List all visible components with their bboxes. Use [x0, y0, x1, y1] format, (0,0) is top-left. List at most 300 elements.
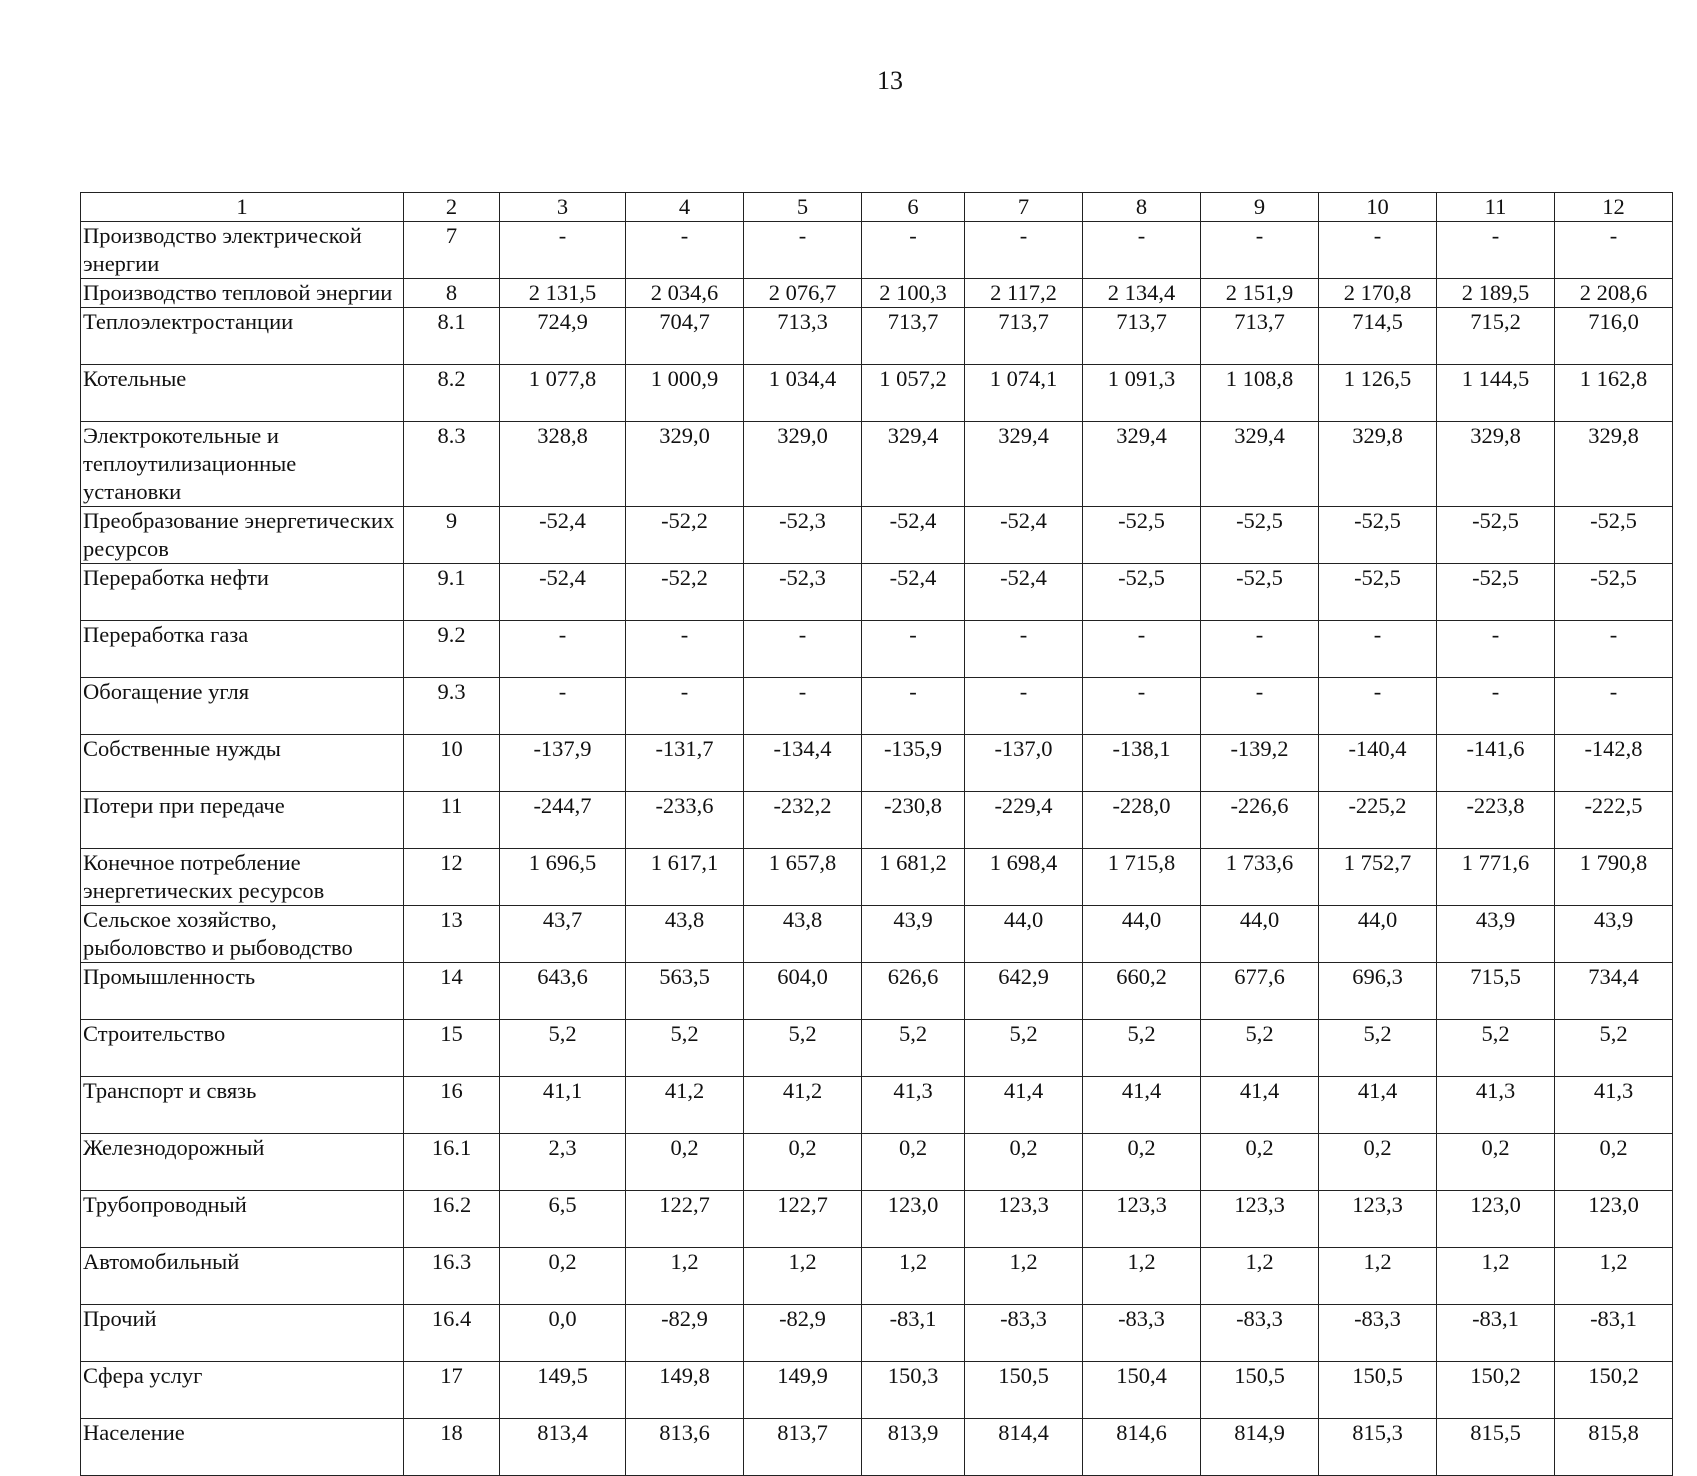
row-code: 12 [404, 849, 500, 906]
value-cell: 1 771,6 [1437, 849, 1555, 906]
value-cell: 5,2 [1201, 1020, 1319, 1077]
value-cell: - [1437, 222, 1555, 279]
value-cell: 2 076,7 [744, 279, 862, 308]
value-cell: -52,4 [500, 507, 626, 564]
value-cell: - [1319, 621, 1437, 678]
value-cell: 41,2 [744, 1077, 862, 1134]
value-cell: 41,1 [500, 1077, 626, 1134]
row-name: Потери при передаче [81, 792, 404, 849]
value-cell: 660,2 [1083, 963, 1201, 1020]
value-cell: 5,2 [626, 1020, 744, 1077]
value-cell: 814,9 [1201, 1419, 1319, 1476]
row-code: 16.2 [404, 1191, 500, 1248]
value-cell: 150,5 [1319, 1362, 1437, 1419]
row-code: 9.3 [404, 678, 500, 735]
value-cell: 1 752,7 [1319, 849, 1437, 906]
row-name: Сфера услуг [81, 1362, 404, 1419]
value-cell: 1 144,5 [1437, 365, 1555, 422]
value-cell: 5,2 [965, 1020, 1083, 1077]
value-cell: -139,2 [1201, 735, 1319, 792]
row-name: Население [81, 1419, 404, 1476]
table-row [81, 1305, 1673, 1362]
value-cell: -52,5 [1437, 507, 1555, 564]
value-cell: 1 091,3 [1083, 365, 1201, 422]
row-code: 8.3 [404, 422, 500, 507]
table-row [81, 678, 1673, 735]
value-cell: -134,4 [744, 735, 862, 792]
value-cell: 5,2 [862, 1020, 965, 1077]
value-cell: -232,2 [744, 792, 862, 849]
value-cell: - [1201, 678, 1319, 735]
row-name: Прочий [81, 1305, 404, 1362]
value-cell: 329,4 [965, 422, 1083, 507]
value-cell: 6,5 [500, 1191, 626, 1248]
value-cell: 1 715,8 [1083, 849, 1201, 906]
row-code: 11 [404, 792, 500, 849]
column-number: 12 [1555, 193, 1673, 222]
value-cell: 41,4 [1319, 1077, 1437, 1134]
value-cell: 1,2 [1437, 1248, 1555, 1305]
table-row [81, 222, 1673, 279]
table-row [81, 1134, 1673, 1191]
value-cell: 1,2 [1201, 1248, 1319, 1305]
row-code: 17 [404, 1362, 500, 1419]
row-name: Переработка газа [81, 621, 404, 678]
value-cell: 150,2 [1437, 1362, 1555, 1419]
value-cell: 150,4 [1083, 1362, 1201, 1419]
value-cell: -52,4 [965, 507, 1083, 564]
row-code: 16.1 [404, 1134, 500, 1191]
value-cell: 123,0 [1555, 1191, 1673, 1248]
value-cell: 41,3 [1437, 1077, 1555, 1134]
value-cell: -52,4 [862, 507, 965, 564]
table-row [81, 621, 1673, 678]
table-row [81, 1362, 1673, 1419]
value-cell: 328,8 [500, 422, 626, 507]
value-cell: 643,6 [500, 963, 626, 1020]
row-name: Производство тепловой энергии [81, 279, 404, 308]
value-cell: 2 189,5 [1437, 279, 1555, 308]
value-cell: 2 100,3 [862, 279, 965, 308]
value-cell: 43,9 [1437, 906, 1555, 963]
value-cell: 0,2 [1083, 1134, 1201, 1191]
value-cell: 1 034,4 [744, 365, 862, 422]
value-cell: 1 000,9 [626, 365, 744, 422]
value-cell: - [1555, 621, 1673, 678]
column-number: 10 [1319, 193, 1437, 222]
value-cell: 5,2 [1083, 1020, 1201, 1077]
value-cell: - [862, 621, 965, 678]
value-cell: -83,1 [862, 1305, 965, 1362]
value-cell: 677,6 [1201, 963, 1319, 1020]
value-cell: 0,2 [1319, 1134, 1437, 1191]
value-cell: 2 117,2 [965, 279, 1083, 308]
value-cell: - [965, 621, 1083, 678]
row-code: 7 [404, 222, 500, 279]
value-cell: 1 698,4 [965, 849, 1083, 906]
column-number: 8 [1083, 193, 1201, 222]
value-cell: 1 681,2 [862, 849, 965, 906]
value-cell: -140,4 [1319, 735, 1437, 792]
row-code: 9.2 [404, 621, 500, 678]
value-cell: - [1083, 678, 1201, 735]
value-cell: 813,6 [626, 1419, 744, 1476]
value-cell: 329,4 [1083, 422, 1201, 507]
value-cell: 0,2 [744, 1134, 862, 1191]
value-cell: -82,9 [626, 1305, 744, 1362]
value-cell: 0,2 [626, 1134, 744, 1191]
value-cell: 123,0 [862, 1191, 965, 1248]
value-cell: 2 134,4 [1083, 279, 1201, 308]
value-cell: -52,4 [500, 564, 626, 621]
value-cell: 704,7 [626, 308, 744, 365]
value-cell: 1,2 [744, 1248, 862, 1305]
value-cell: 150,5 [965, 1362, 1083, 1419]
value-cell: 150,5 [1201, 1362, 1319, 1419]
value-cell: 5,2 [744, 1020, 862, 1077]
value-cell: 1 162,8 [1555, 365, 1673, 422]
value-cell: 713,7 [862, 308, 965, 365]
value-cell: 715,2 [1437, 308, 1555, 365]
value-cell: -52,5 [1555, 564, 1673, 621]
value-cell: 2 151,9 [1201, 279, 1319, 308]
value-cell: 1 074,1 [965, 365, 1083, 422]
value-cell: 1 077,8 [500, 365, 626, 422]
value-cell: - [965, 222, 1083, 279]
value-cell: -82,9 [744, 1305, 862, 1362]
table-row [81, 422, 1673, 507]
column-number: 2 [404, 193, 500, 222]
value-cell: - [500, 678, 626, 735]
value-cell: 150,2 [1555, 1362, 1673, 1419]
value-cell: -52,5 [1555, 507, 1673, 564]
column-number: 11 [1437, 193, 1555, 222]
value-cell: -52,3 [744, 507, 862, 564]
value-cell: 122,7 [744, 1191, 862, 1248]
value-cell: 123,3 [965, 1191, 1083, 1248]
value-cell: - [1083, 621, 1201, 678]
value-cell: 813,4 [500, 1419, 626, 1476]
value-cell: -135,9 [862, 735, 965, 792]
value-cell: 122,7 [626, 1191, 744, 1248]
value-cell: 123,3 [1201, 1191, 1319, 1248]
row-name: Производство электрической энергии [81, 222, 404, 279]
column-number: 7 [965, 193, 1083, 222]
value-cell: 43,9 [862, 906, 965, 963]
value-cell: 5,2 [1437, 1020, 1555, 1077]
table-row [81, 1077, 1673, 1134]
value-cell: 44,0 [1201, 906, 1319, 963]
row-code: 18 [404, 1419, 500, 1476]
value-cell: -52,3 [744, 564, 862, 621]
value-cell: -83,1 [1437, 1305, 1555, 1362]
value-cell: - [500, 621, 626, 678]
value-cell: -137,0 [965, 735, 1083, 792]
value-cell: - [744, 678, 862, 735]
energy-balance-table [80, 192, 1673, 1476]
value-cell: 329,4 [1201, 422, 1319, 507]
column-number: 1 [81, 193, 404, 222]
value-cell: 44,0 [965, 906, 1083, 963]
row-code: 8.2 [404, 365, 500, 422]
value-cell: -83,1 [1555, 1305, 1673, 1362]
value-cell: -52,5 [1083, 507, 1201, 564]
row-name: Котельные [81, 365, 404, 422]
value-cell: 1 657,8 [744, 849, 862, 906]
value-cell: -137,9 [500, 735, 626, 792]
value-cell: 2 034,6 [626, 279, 744, 308]
value-cell: - [744, 222, 862, 279]
row-code: 8 [404, 279, 500, 308]
value-cell: 0,2 [965, 1134, 1083, 1191]
value-cell: - [626, 621, 744, 678]
value-cell: 41,4 [1201, 1077, 1319, 1134]
value-cell: 329,8 [1437, 422, 1555, 507]
value-cell: -83,3 [1083, 1305, 1201, 1362]
value-cell: 149,5 [500, 1362, 626, 1419]
value-cell: 0,2 [1201, 1134, 1319, 1191]
value-cell: 123,3 [1319, 1191, 1437, 1248]
row-name: Обогащение угля [81, 678, 404, 735]
value-cell: 1,2 [862, 1248, 965, 1305]
value-cell: 1 126,5 [1319, 365, 1437, 422]
value-cell: - [1319, 678, 1437, 735]
page-number: 13 [877, 66, 903, 95]
value-cell: 329,0 [626, 422, 744, 507]
value-cell: 43,7 [500, 906, 626, 963]
value-cell: 2 208,6 [1555, 279, 1673, 308]
value-cell: - [626, 678, 744, 735]
value-cell: - [1555, 678, 1673, 735]
value-cell: 329,8 [1319, 422, 1437, 507]
value-cell: - [1201, 222, 1319, 279]
value-cell: 716,0 [1555, 308, 1673, 365]
row-code: 16.3 [404, 1248, 500, 1305]
value-cell: -141,6 [1437, 735, 1555, 792]
value-cell: - [500, 222, 626, 279]
value-cell: - [1437, 621, 1555, 678]
value-cell: 150,3 [862, 1362, 965, 1419]
value-cell: 813,9 [862, 1419, 965, 1476]
row-name: Собственные нужды [81, 735, 404, 792]
value-cell: -52,4 [965, 564, 1083, 621]
value-cell: -229,4 [965, 792, 1083, 849]
value-cell: 5,2 [1319, 1020, 1437, 1077]
value-cell: -233,6 [626, 792, 744, 849]
value-cell: -230,8 [862, 792, 965, 849]
value-cell: 1,2 [626, 1248, 744, 1305]
value-cell: 5,2 [500, 1020, 626, 1077]
value-cell: 713,7 [1201, 308, 1319, 365]
value-cell: - [965, 678, 1083, 735]
row-code: 13 [404, 906, 500, 963]
row-name: Теплоэлектростанции [81, 308, 404, 365]
value-cell: 1,2 [1319, 1248, 1437, 1305]
row-name: Промышленность [81, 963, 404, 1020]
value-cell: 0,0 [500, 1305, 626, 1362]
value-cell: 814,4 [965, 1419, 1083, 1476]
value-cell: - [744, 621, 862, 678]
value-cell: 0,2 [1555, 1134, 1673, 1191]
row-code: 16.4 [404, 1305, 500, 1362]
value-cell: -222,5 [1555, 792, 1673, 849]
row-code: 14 [404, 963, 500, 1020]
value-cell: -52,5 [1083, 564, 1201, 621]
table-row [81, 1020, 1673, 1077]
value-cell: 1 733,6 [1201, 849, 1319, 906]
table-row [81, 1419, 1673, 1476]
value-cell: -226,6 [1201, 792, 1319, 849]
table-row [81, 507, 1673, 564]
value-cell: 149,9 [744, 1362, 862, 1419]
value-cell: 2,3 [500, 1134, 626, 1191]
row-name: Конечное потребление энергетических ресурсов [81, 849, 404, 906]
value-cell: - [626, 222, 744, 279]
table-row [81, 1248, 1673, 1305]
value-cell: 1 617,1 [626, 849, 744, 906]
value-cell: -225,2 [1319, 792, 1437, 849]
column-number: 9 [1201, 193, 1319, 222]
value-cell: -228,0 [1083, 792, 1201, 849]
value-cell: -52,5 [1437, 564, 1555, 621]
column-number-row [81, 193, 1673, 222]
column-number: 5 [744, 193, 862, 222]
value-cell: 44,0 [1083, 906, 1201, 963]
value-cell: -138,1 [1083, 735, 1201, 792]
value-cell: -52,2 [626, 507, 744, 564]
value-cell: -83,3 [1201, 1305, 1319, 1362]
value-cell: 329,4 [862, 422, 965, 507]
value-cell: - [1201, 621, 1319, 678]
value-cell: 0,2 [1437, 1134, 1555, 1191]
row-name: Переработка нефти [81, 564, 404, 621]
value-cell: 329,0 [744, 422, 862, 507]
value-cell: 0,2 [500, 1248, 626, 1305]
value-cell: 149,8 [626, 1362, 744, 1419]
value-cell: -52,5 [1319, 564, 1437, 621]
value-cell: 0,2 [862, 1134, 965, 1191]
value-cell: 815,8 [1555, 1419, 1673, 1476]
value-cell: 563,5 [626, 963, 744, 1020]
value-cell: 713,7 [965, 308, 1083, 365]
value-cell: 815,3 [1319, 1419, 1437, 1476]
row-name: Сельское хозяйство, рыболовство и рыбоводство [81, 906, 404, 963]
table-row [81, 564, 1673, 621]
value-cell: 123,3 [1083, 1191, 1201, 1248]
value-cell: 1 696,5 [500, 849, 626, 906]
value-cell: 604,0 [744, 963, 862, 1020]
column-number: 3 [500, 193, 626, 222]
row-name: Электрокотельные и теплоутилизационные установки [81, 422, 404, 507]
value-cell: 123,0 [1437, 1191, 1555, 1248]
value-cell: -52,2 [626, 564, 744, 621]
value-cell: 1 790,8 [1555, 849, 1673, 906]
value-cell: - [862, 678, 965, 735]
row-name: Трубопроводный [81, 1191, 404, 1248]
value-cell: -83,3 [1319, 1305, 1437, 1362]
table-row [81, 1191, 1673, 1248]
row-code: 15 [404, 1020, 500, 1077]
value-cell: 43,8 [626, 906, 744, 963]
value-cell: -52,5 [1201, 564, 1319, 621]
table-row [81, 906, 1673, 963]
value-cell: -244,7 [500, 792, 626, 849]
row-code: 8.1 [404, 308, 500, 365]
value-cell: 1 108,8 [1201, 365, 1319, 422]
value-cell: -142,8 [1555, 735, 1673, 792]
value-cell: 715,5 [1437, 963, 1555, 1020]
value-cell: - [1437, 678, 1555, 735]
column-number: 4 [626, 193, 744, 222]
value-cell: -52,5 [1201, 507, 1319, 564]
table-row [81, 849, 1673, 906]
table-row [81, 735, 1673, 792]
value-cell: -131,7 [626, 735, 744, 792]
row-name: Железнодорожный [81, 1134, 404, 1191]
row-name: Транспорт и связь [81, 1077, 404, 1134]
row-code: 9.1 [404, 564, 500, 621]
table-row [81, 308, 1673, 365]
row-name: Преобразование энергетических ресурсов [81, 507, 404, 564]
value-cell: 329,8 [1555, 422, 1673, 507]
value-cell: 714,5 [1319, 308, 1437, 365]
table-row [81, 963, 1673, 1020]
row-name: Строительство [81, 1020, 404, 1077]
value-cell: -83,3 [965, 1305, 1083, 1362]
value-cell: 713,7 [1083, 308, 1201, 365]
row-name: Автомобильный [81, 1248, 404, 1305]
value-cell: 43,8 [744, 906, 862, 963]
row-code: 9 [404, 507, 500, 564]
value-cell: 1,2 [1555, 1248, 1673, 1305]
value-cell: -52,5 [1319, 507, 1437, 564]
value-cell: 41,2 [626, 1077, 744, 1134]
column-number: 6 [862, 193, 965, 222]
value-cell: 813,7 [744, 1419, 862, 1476]
value-cell: 626,6 [862, 963, 965, 1020]
table-row [81, 279, 1673, 308]
value-cell: 1,2 [965, 1248, 1083, 1305]
value-cell: 1,2 [1083, 1248, 1201, 1305]
value-cell: 1 057,2 [862, 365, 965, 422]
value-cell: -223,8 [1437, 792, 1555, 849]
value-cell: - [1319, 222, 1437, 279]
value-cell: - [862, 222, 965, 279]
row-code: 10 [404, 735, 500, 792]
value-cell: - [1083, 222, 1201, 279]
table-row [81, 792, 1673, 849]
value-cell: -52,4 [862, 564, 965, 621]
value-cell: 724,9 [500, 308, 626, 365]
value-cell: - [1555, 222, 1673, 279]
value-cell: 2 131,5 [500, 279, 626, 308]
value-cell: 815,5 [1437, 1419, 1555, 1476]
value-cell: 713,3 [744, 308, 862, 365]
value-cell: 41,3 [1555, 1077, 1673, 1134]
value-cell: 41,3 [862, 1077, 965, 1134]
value-cell: 814,6 [1083, 1419, 1201, 1476]
value-cell: 734,4 [1555, 963, 1673, 1020]
row-code: 16 [404, 1077, 500, 1134]
value-cell: 41,4 [1083, 1077, 1201, 1134]
table-row [81, 365, 1673, 422]
value-cell: 44,0 [1319, 906, 1437, 963]
value-cell: 642,9 [965, 963, 1083, 1020]
value-cell: 2 170,8 [1319, 279, 1437, 308]
value-cell: 41,4 [965, 1077, 1083, 1134]
value-cell: 5,2 [1555, 1020, 1673, 1077]
value-cell: 696,3 [1319, 963, 1437, 1020]
